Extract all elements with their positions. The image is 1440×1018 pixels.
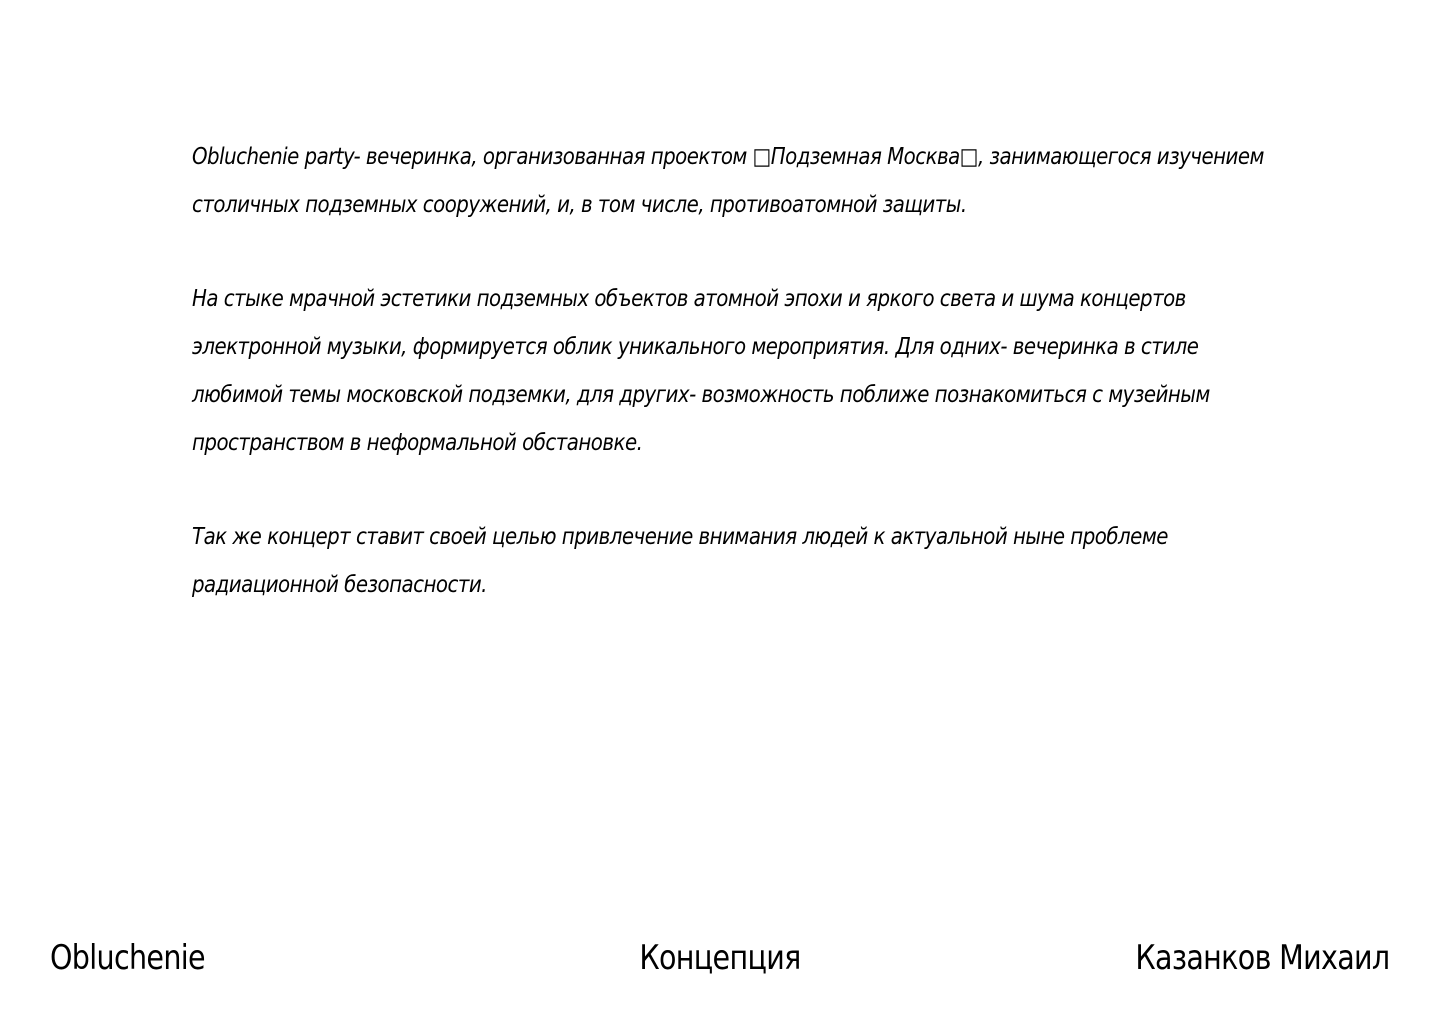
- document-body: [192, 133, 1272, 655]
- project-name: Obluchenie: [50, 938, 205, 978]
- goal-paragraph: Так же концерт ставит своей целью привлечение внимания людей к актуальной ныне проблеме радиационной безопасности.: [192, 524, 1168, 598]
- concept-paragraph: На стыке мрачной эстетики подземных объектов атомной эпохи и яркого света и шума концертов электронной музыки, формируется облик уникального мероприятия. Для одних- вечеринка в стиле любимой темы московской подземки, для других- возможность поближе познакомиться с музейным пространством в неформальной обстановке.: [192, 286, 1210, 456]
- section-title: Концепция: [639, 938, 801, 978]
- page-footer: [0, 930, 1440, 986]
- intro-paragraph: Obluchenie party- вечеринка, организованная проектом □Подземная Москва□, занимающегося изучением столичных подземных сооружений, и, в том числе, противоатомной защиты.: [192, 144, 1264, 218]
- author-name: Казанков Михаил: [1135, 938, 1390, 978]
